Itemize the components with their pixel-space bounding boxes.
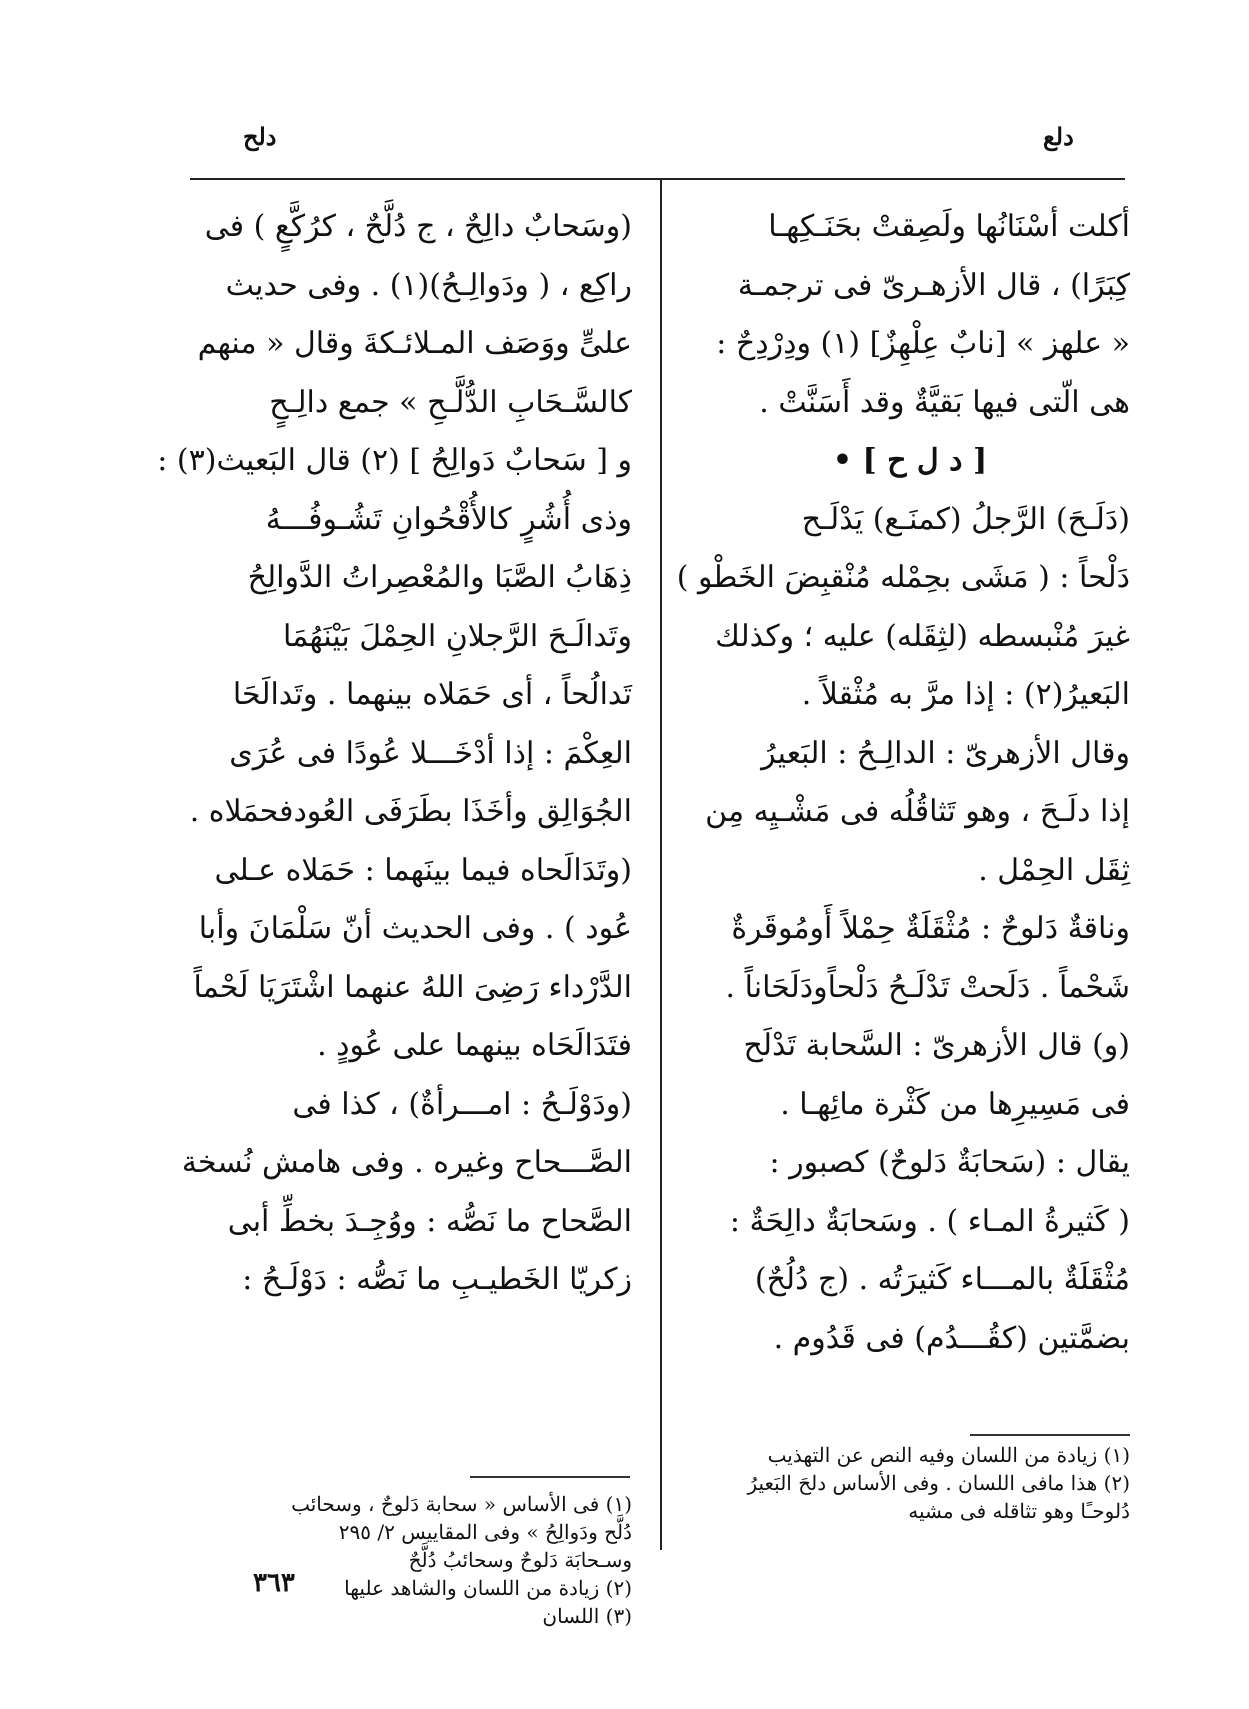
footnote: (١) فى الأساس « سحابة دَلوحٌ ، وسحائب <box>291 1492 632 1516</box>
left-column <box>157 198 632 1310</box>
text-line: عُود ) . وفى الحديث أنّ سَلْمَانَ وأبا <box>198 911 632 946</box>
text-line: العِكْمَ : إذا أدْخَـــلا عُودًا فى عُرَى <box>229 735 632 771</box>
text-line: راكِع ، ( ودَوالِـحُ)(١) . وفى حديث <box>225 267 632 303</box>
text-line: يقال : (سَحابَةٌ دَلوحٌ) كصبور : <box>769 1145 1130 1180</box>
page-number: ٣٦٣ <box>253 1568 295 1598</box>
text-line: إذا دلَـحَ ، وهو تَثاقُلُه فى مَشْـيِه مِن <box>705 794 1130 829</box>
text-line: البَعيرُ(٢) : إذا مرَّ به مُثْقلاً . <box>801 677 1130 712</box>
footnote: (٢) هذا مافى اللسان . وفى الأساس دلحَ البَعيرُ <box>747 1471 1130 1495</box>
poem-verse: وذى أُشُرٍ كالأُقْحُوانِ تَشُـوفُـــهُ <box>265 501 632 537</box>
text-line: دَلْحاً : ( مَشَى بحِمْله مُنْقبِضَ الخَطْو ) <box>676 560 1130 595</box>
text-line: الصَّـــحاح وغيره . وفى هامش نُسخة <box>181 1145 632 1180</box>
text-line: ( كَثيرةُ المـاء ) . وسَحابَةٌ دالِحَةٌ : <box>729 1203 1130 1239</box>
header-rule <box>190 178 1125 180</box>
footnote: (١) زيادة من اللسان وفيه النص عن التهذيب <box>767 1443 1130 1467</box>
text-line: مُثْقَلَةٌ بالمـــاء كَثيرَتُه . (ج دُلُحٌ) <box>754 1262 1130 1297</box>
footnote: دُلوحـًا وهو تثاقله فى مشيه <box>908 1499 1130 1523</box>
text-line: وناقةٌ دَلوحٌ : مُثْقَلَةٌ حِمْلاً أَومُوقَرةٌ <box>731 911 1130 946</box>
text-line: علىٍّ ووَصَف المـلائـكةَ وقال « منهم <box>197 326 632 361</box>
footnote: (٢) زيادة من اللسان والشاهد عليها <box>344 1576 632 1600</box>
poem-verse: ذِهَابُ الصَّبَا والمُعْصِراتُ الدَّوالِحُ <box>247 560 632 595</box>
text-line: تَدالُحاً ، أى حَمَلاه بينهما . وتَدالَحَا <box>232 677 632 712</box>
text-line: وتَدالَـحَ الرَّجلانِ الحِمْلَ بَيْنَهُمَا <box>283 618 632 654</box>
footnote-separator-left <box>470 1476 630 1478</box>
text-line: (ودَوْلَـحُ : امـــرأةٌ) ، كذا فى <box>292 1086 632 1122</box>
footnote: (٣) اللسان <box>542 1604 632 1628</box>
footnote: دُلَّح ودَوالِحُ » وفى المقاييس ٢/ ٢٩٥ <box>338 1520 632 1544</box>
text-line: غيرَ مُنْبسطه (لثِقَله) عليه ؛ وكذلك <box>715 618 1130 654</box>
text-line: كالسَّـحَابِ الدُّلَّـحِ » جمع دالِـحٍ <box>269 384 632 420</box>
footnote: وسـحابَة دَلوحٌ وسحائبُ دُلَّحٌ <box>408 1548 632 1572</box>
text-line: الجُوَالِق وأخَذَا بطَرَفَى العُودفحمَلاه . <box>189 794 632 829</box>
text-line: بضمَّتين (كقُـــدُم) فى قَدُوم . <box>773 1320 1130 1356</box>
footnotes-left <box>190 1490 632 1630</box>
text-line: الدَّرْداء رَضِىَ اللهُ عنهما اشْتَرَيَا لَحْماً <box>193 969 632 1005</box>
text-line: فتَدَالَحَاه بينهما على عُودٍ . <box>317 1028 632 1063</box>
text-line: ثِقَل الحِمْل . <box>978 852 1130 888</box>
running-header-right: دلع <box>1043 122 1074 151</box>
text-line: هى الّتى فيها بَقيَّةٌ وقد أَسَنَّتْ . <box>759 384 1130 420</box>
footnote-separator-right <box>970 1434 1130 1436</box>
text-line: أكلت أسْنَانُها ولَصِقتْ بحَنَـكِهـا <box>768 209 1130 244</box>
text-line: (وسَحابٌ دالِحٌ ، ج دُلَّحٌ ، كرُكَّعٍ ) فى <box>204 209 632 244</box>
text-line: زكريّا الخَطيـبِ ما نَصُّه : دَوْلَـحُ : <box>242 1262 632 1297</box>
text-line: شَحْماً . دَلَحتْ تَدْلَـحُ دَلْحاًودَلَحَاناً . <box>725 969 1130 1005</box>
text-line: الصَّحاح ما نَصُّه : ووُجِـدَ بخطِّ أبى <box>227 1203 632 1239</box>
text-line: « علهز » [نابٌ عِلْهِزٌ] (١) ودِرْدِحٌ : <box>716 326 1130 361</box>
entry-heading: [ د ل ح ] • <box>832 443 988 478</box>
text-line: كِبَرًا) ، قال الأزهـرىّ فى ترجمـة <box>737 267 1130 303</box>
running-header-left: دلح <box>243 122 277 151</box>
text-line: و [ سَحابٌ دَوالِحُ ] (٢) قال البَعيث(٣) : <box>157 443 632 478</box>
text-line: وقال الأزهرىّ : الدالِـحُ : البَعيرُ <box>761 735 1130 771</box>
text-line: (وتَدَالَحاه فيما بينَهما : حَمَلاه عـلى <box>214 852 632 888</box>
column-divider <box>660 178 662 1550</box>
text-line: (دَلَـحَ) الرَّجلُ (كمنَـع) يَدْلَـح <box>801 501 1130 537</box>
text-line: (و) قال الأزهرىّ : السَّحابة تَدْلَح <box>743 1028 1130 1063</box>
text-line: فى مَسِيرِها من كَثْرة مائِهـا . <box>780 1086 1130 1122</box>
footnotes-right <box>690 1441 1130 1525</box>
right-column <box>676 198 1130 1368</box>
